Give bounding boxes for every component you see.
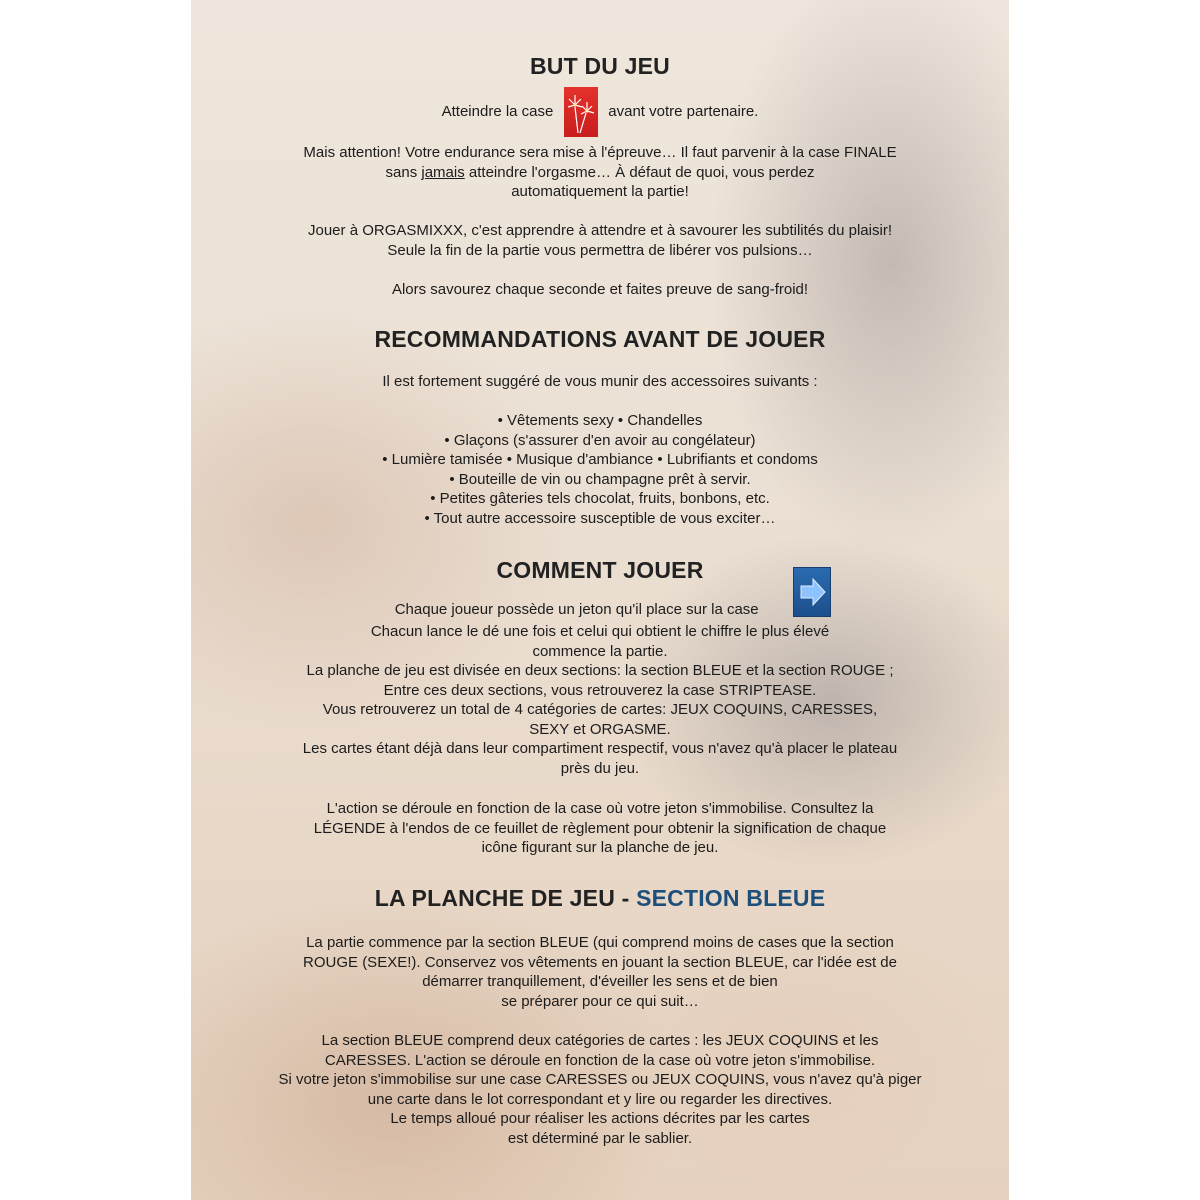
title-accent: SECTION BLEUE [636,885,826,911]
warning-line-3: automatiquement la partie! [511,183,689,200]
list-item: • Glaçons (s'assurer d'en avoir au congélateur) [444,431,756,449]
savourez-paragraph [191,280,1009,300]
goal-line [191,86,1009,138]
warning-text: atteindre l'orgasme… À défaut de quoi, vous perdez [468,163,815,181]
accessories-list [191,411,1009,528]
start-line [191,567,1009,619]
title-main: LA PLANCHE DE JEU - [374,885,630,911]
paragraph-line: commence la partie. [532,642,668,660]
section-title-comment-jouer: COMMENT JOUER [496,557,704,583]
warning-underlined: jamais [421,163,465,181]
section-recommandations [191,325,1009,353]
paragraph-line: Vous retrouverez un total de 4 catégories de cartes: JEUX COQUINS, CARESSES, [322,701,878,718]
paragraph-line: une carte dans le lot correspondant et y lire ou regarder les directives. [367,1090,833,1108]
paragraph-line: Chacun lance le dé une fois et celui qui obtient le chiffre le plus élevé [370,623,830,640]
paragraph-line: L'action se déroule en fonction de la case où votre jeton s'immobilise. Consultez la [326,800,874,817]
paragraph-line: icône figurant sur la planche de jeu. [481,839,719,856]
section-title-planche-de-jeu [191,884,1009,912]
comment-jouer-paragraph [191,622,1009,778]
section-title-but-du-jeu: BUT DU JEU [529,53,670,79]
paragraph-line: Les cartes étant déjà dans leur compartiment respectif, vous n'avez qu'à placer le plateau [302,740,898,757]
list-item: • Tout autre accessoire susceptible de vous exciter… [424,509,776,527]
section-bleue-paragraph-2 [191,1031,1009,1148]
recommandations-intro [191,372,1009,392]
goal-text-before: Atteindre la case [441,103,554,120]
goal-text-after: avant votre partenaire. [608,103,759,120]
orgasmixxx-paragraph [191,221,1009,260]
paragraph-line: Il est fortement suggéré de vous munir des accessoires suivants : [382,373,818,390]
paragraph-line: La section BLEUE comprend deux catégories de cartes : les JEUX COQUINS et les [321,1032,879,1049]
paragraph-line: est déterminé par le sablier. [507,1129,693,1147]
paragraph-line: La planche de jeu est divisée en deux sections: la section BLEUE et la section ROUGE ; [306,662,894,679]
paragraph-line: Si votre jeton s'immobilise sur une case CARESSES ou JEUX COQUINS, vous n'avez qu'à piger [278,1071,922,1088]
list-item: • Lumière tamisée • Musique d'ambiance • Lubrifiants et condoms [382,451,818,468]
paragraph-line: se préparer pour ce qui suit… [501,992,699,1010]
warning-text: sans [385,163,418,181]
arrow-right-icon [793,567,831,617]
warning-line-1: Mais attention! Votre endurance sera mise à l'épreuve… Il faut parvenir à la case FINALE [303,144,897,161]
list-item: • Bouteille de vin ou champagne prêt à servir. [449,470,751,488]
paragraph-line: Le temps alloué pour réaliser les actions décrites par les cartes [390,1110,810,1127]
paragraph-line: CARESSES. L'action se déroule en fonction de la case où votre jeton s'immobilise. [324,1051,876,1069]
paragraph-line: Entre ces deux sections, vous retrouverez la case STRIPTEASE. [383,681,817,699]
warning-paragraph [191,143,1009,202]
paragraph-line: Alors savourez chaque seconde et faites preuve de sang-froid! [391,281,809,298]
paragraph-line: ROUGE (SEXE!). Conservez vos vêtements en jouant la section BLEUE, car l'idée est de [303,953,897,971]
paragraph-line: LÉGENDE à l'endos de ce feuillet de règlement pour obtenir la signification de chaque [313,819,887,837]
section-planche-de-jeu [191,884,1009,912]
start-text-before: Chaque joueur possède un jeton qu'il place sur la case [394,600,759,618]
list-item: • Petites gâteries tels chocolat, fruits, bonbons, etc. [430,490,770,507]
section-but-du-jeu [191,52,1009,80]
paragraph-line: Seule la fin de la partie vous permettra de libérer vos pulsions… [387,241,813,259]
paragraph-line: démarrer tranquillement, d'éveiller les sens et de bien [422,973,778,990]
warning-line-2 [191,163,1009,183]
section-title-recommandations: RECOMMANDATIONS AVANT DE JOUER [374,326,826,352]
paragraph-line: La partie commence par la section BLEUE (qui comprend moins de cases que la section [306,934,894,951]
rules-sheet [191,0,1009,1200]
section-bleue-paragraph-1 [191,933,1009,1011]
paragraph-line: Jouer à ORGASMIXXX, c'est apprendre à attendre et à savourer les subtilités du plaisir! [308,222,892,239]
legende-paragraph [191,799,1009,858]
paragraph-line: près du jeu. [560,759,640,777]
fireworks-icon [564,87,598,137]
list-item: • Vêtements sexy • Chandelles [497,412,703,429]
paragraph-line: SEXY et ORGASME. [529,720,671,738]
